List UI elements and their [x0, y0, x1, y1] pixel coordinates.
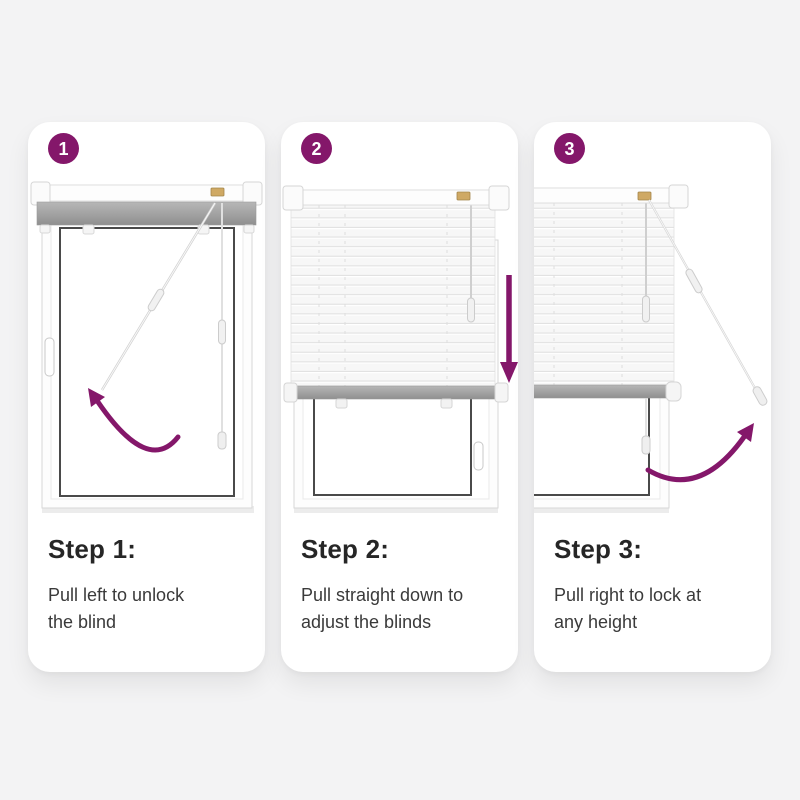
instruction-steps-row [28, 122, 772, 672]
step-number-badge: 2 [301, 133, 332, 164]
step-description-line: Pull right to lock at [554, 585, 702, 605]
step-description-line: adjust the blinds [301, 612, 432, 632]
step-description-line: Pull left to unlock [48, 585, 185, 605]
illustration-step-1 [28, 180, 265, 516]
step-description-line: the blind [48, 612, 117, 632]
cord-lock-icon [638, 192, 651, 200]
step-card-1 [28, 122, 265, 672]
blind-lowered [283, 186, 509, 408]
illustration-step-2 [281, 180, 518, 516]
step-description [301, 582, 501, 636]
step-title: Step 3: [554, 534, 643, 564]
illustration-step-3 [534, 180, 771, 516]
straight-arrow-down-icon [500, 275, 518, 383]
step-description-line: Pull straight down to [301, 585, 464, 605]
step-card-2 [281, 122, 518, 672]
window-handle-icon [474, 442, 483, 470]
step-number-badge: 3 [554, 133, 585, 164]
cord-lock-icon [457, 192, 470, 200]
window-handle-icon [45, 338, 54, 376]
step-description [554, 582, 754, 636]
step-number-badge: 1 [48, 133, 79, 164]
cord-lock-icon [211, 188, 224, 196]
step-title: Step 2: [301, 534, 390, 564]
step-description-line: any height [554, 612, 638, 632]
step-title: Step 1: [48, 534, 137, 564]
step-card-3 [534, 122, 771, 672]
step-description [48, 582, 248, 636]
